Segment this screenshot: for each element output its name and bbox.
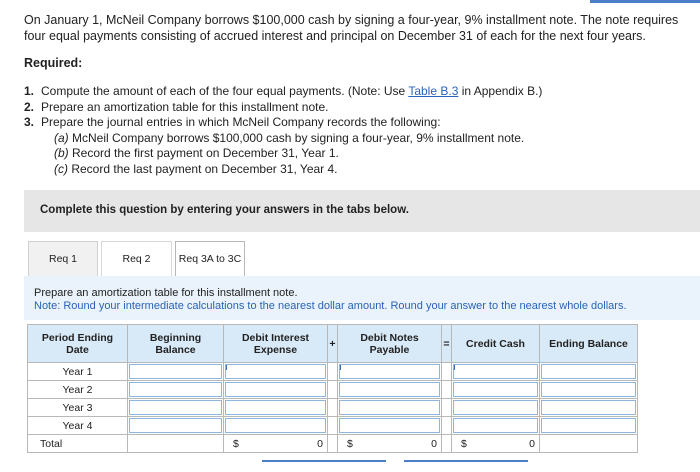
header-interest-expense: Debit Interest Expense <box>224 325 328 363</box>
credit-cash-input[interactable] <box>453 400 538 415</box>
header-credit-cash: Credit Cash <box>452 325 540 363</box>
notes-payable-input[interactable] <box>339 400 440 415</box>
amortization-table <box>27 324 638 453</box>
top-accent-line <box>590 0 700 3</box>
requirement-number: 3. <box>24 115 35 129</box>
required-heading: Required: <box>24 56 83 70</box>
period-label: Year 4 <box>28 417 128 435</box>
header-notes-payable: Debit Notes Payable <box>338 325 442 363</box>
beginning-balance-input[interactable] <box>129 418 222 433</box>
subrequirement-a: (a) McNeil Company borrows $100,000 cash by signing a four-year, 9% installment note. <box>54 130 525 145</box>
total-credit-cash: $ 0 <box>452 435 540 453</box>
requirement-text: Prepare an amortization table for this installment note. <box>41 99 329 114</box>
credit-cash-input[interactable] <box>453 364 538 379</box>
subrequirement-c: (c) Record the last payment on December 31, Year 4. <box>54 161 338 176</box>
tab-req-1[interactable]: Req 1 <box>28 241 98 277</box>
requirement-text: Compute the amount of each of the four equal payments. (Note: Use Table B.3 in Appendix B.) <box>41 84 543 98</box>
beginning-balance-input[interactable] <box>129 364 222 379</box>
requirement-number: 1. <box>24 84 35 98</box>
complete-question-banner <box>24 190 700 232</box>
credit-cash-input[interactable] <box>453 418 538 433</box>
credit-cash-input[interactable] <box>453 382 538 397</box>
notes-payable-input[interactable] <box>339 418 440 433</box>
problem-statement: On January 1, McNeil Company borrows $100,000 cash by signing a four-year, 9% installment note. The note requires four equal payments consisting of accrued interest and principal on December 31 of each for the next four years. <box>24 13 679 43</box>
interest-expense-input[interactable] <box>225 418 326 433</box>
total-label: Total <box>28 435 128 453</box>
table-row <box>28 381 638 399</box>
notes-payable-input[interactable] <box>339 364 440 379</box>
period-label: Year 2 <box>28 381 128 399</box>
table-row <box>28 363 638 381</box>
header-ending-balance: Ending Balance <box>540 325 638 363</box>
tab-req-2[interactable]: Req 2 <box>101 241 172 277</box>
requirement-1 <box>24 84 542 100</box>
beginning-balance-input[interactable] <box>129 400 222 415</box>
ending-balance-input[interactable] <box>541 400 636 415</box>
table-row <box>28 399 638 417</box>
notes-payable-input[interactable] <box>339 382 440 397</box>
equals-sign: = <box>442 325 452 363</box>
requirement-3 <box>24 115 542 131</box>
total-underline <box>262 460 386 462</box>
table-b3-link[interactable]: Table B.3 <box>408 84 459 98</box>
total-notes-payable: $ 0 <box>338 435 442 453</box>
interest-expense-input[interactable] <box>225 364 326 379</box>
table-row <box>28 417 638 435</box>
banner-text: Complete this question by entering your answers in the tabs below. <box>40 204 409 216</box>
header-beginning-balance: Beginning Balance <box>128 325 224 363</box>
requirements-list <box>24 84 542 177</box>
ending-balance-input[interactable] <box>541 382 636 397</box>
instruction-text: Prepare an amortization table for this installment note. <box>34 287 298 299</box>
ending-balance-input[interactable] <box>541 418 636 433</box>
instructions-panel <box>24 276 700 320</box>
interest-expense-input[interactable] <box>225 400 326 415</box>
total-underline <box>404 460 528 462</box>
period-label: Year 3 <box>28 399 128 417</box>
total-interest-expense: $ 0 <box>224 435 328 453</box>
beginning-balance-input[interactable] <box>129 382 222 397</box>
header-row <box>28 325 638 363</box>
rounding-note: Note: Round your intermediate calculations to the nearest dollar amount. Round your answer to the nearest whole dollars. <box>34 300 627 312</box>
header-period: Period Ending Date <box>28 325 128 363</box>
requirement-2 <box>24 100 542 116</box>
period-label: Year 1 <box>28 363 128 381</box>
plus-sign: + <box>328 325 338 363</box>
tab-req-3a-to-3c[interactable]: Req 3A to 3C <box>175 241 245 277</box>
interest-expense-input[interactable] <box>225 382 326 397</box>
ending-balance-input[interactable] <box>541 364 636 379</box>
subrequirement-b: (b) Record the first payment on December 31, Year 1. <box>54 146 339 160</box>
requirement-text: Prepare the journal entries in which McNeil Company records the following: <box>41 115 441 129</box>
requirement-number: 2. <box>24 99 35 114</box>
total-row <box>28 435 638 453</box>
